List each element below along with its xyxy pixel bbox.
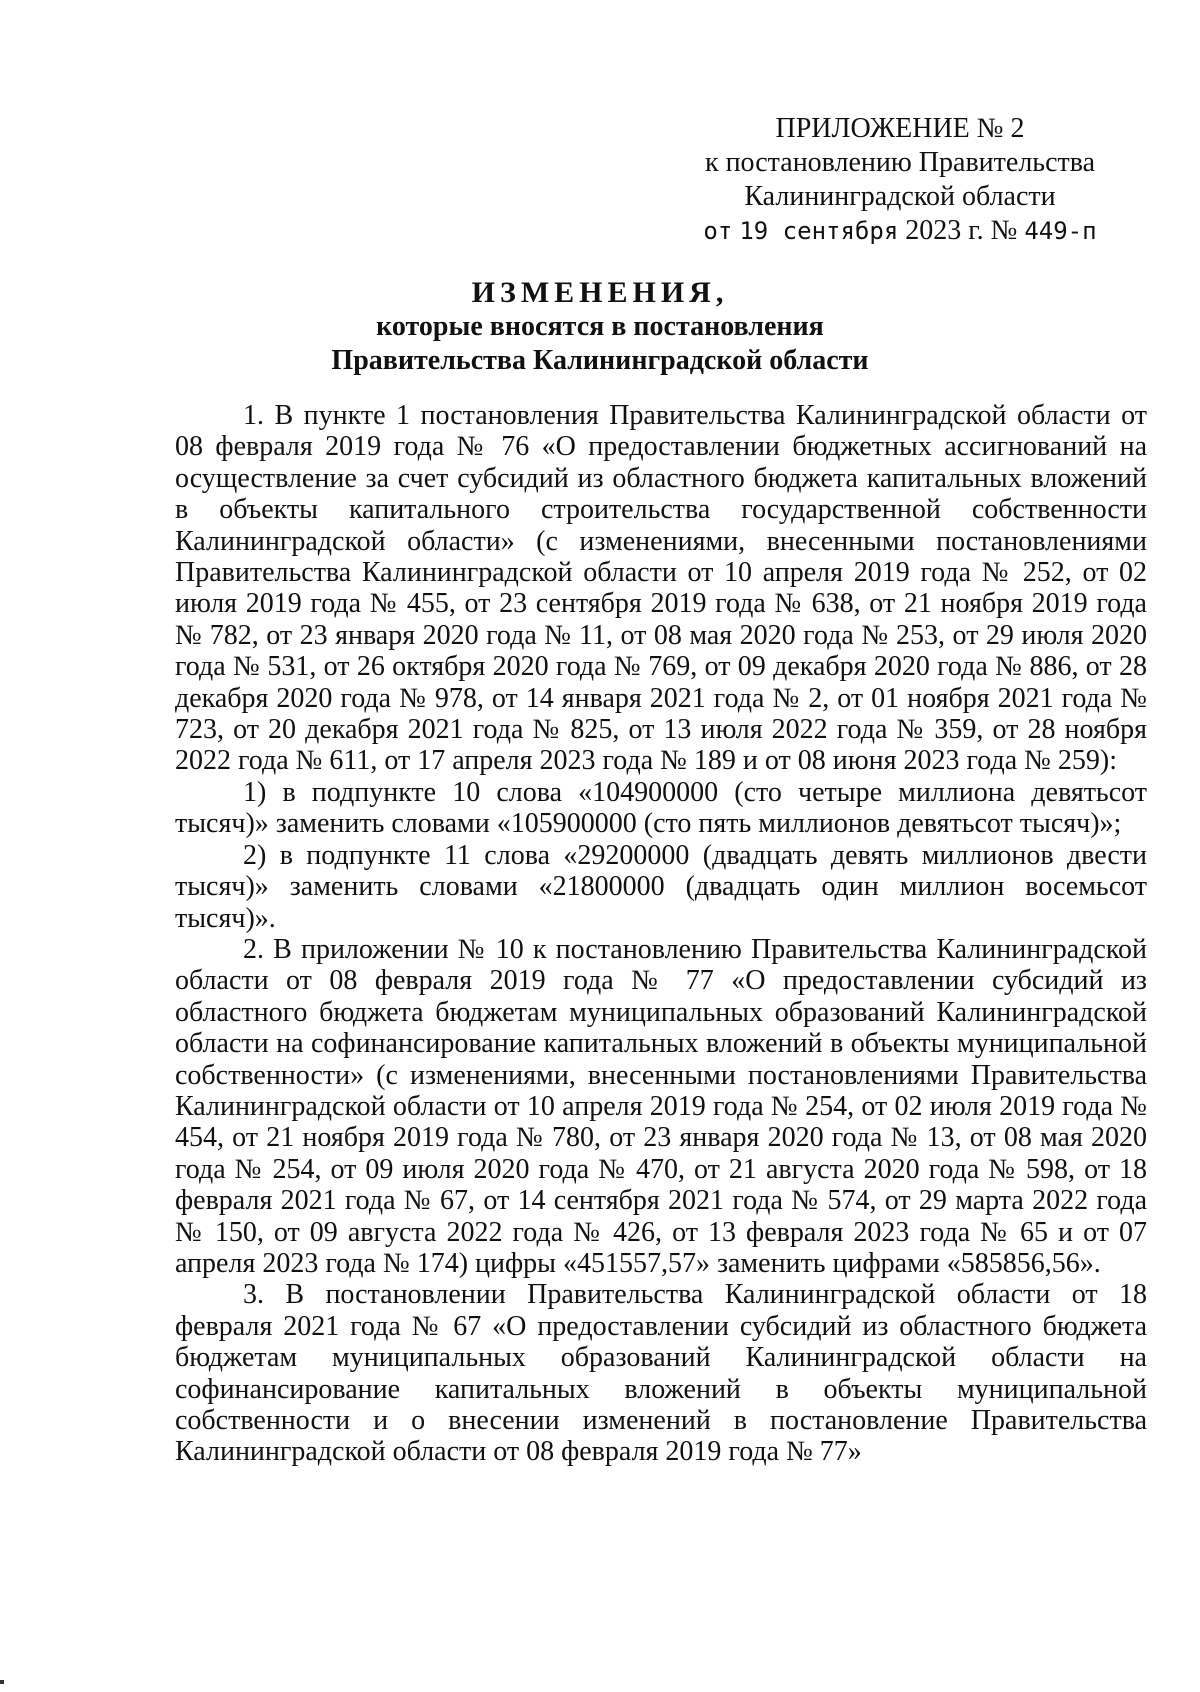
appendix-region: Калининградской области bbox=[744, 181, 1056, 212]
appendix-date-year: 2023 г. № bbox=[905, 215, 1018, 246]
appendix-date-prefix: от bbox=[703, 217, 733, 245]
document-subtitle-line2: Правительства Калининградской области bbox=[331, 345, 869, 376]
document-body bbox=[175, 400, 1147, 1468]
appendix-reference: к постановлению Правительства bbox=[704, 147, 1096, 178]
appendix-date-line bbox=[660, 214, 1140, 248]
appendix-number: ПРИЛОЖЕНИЕ № 2 bbox=[775, 113, 1025, 144]
appendix-date-value: 19 сентября bbox=[739, 217, 899, 245]
paragraph-1-sub-2: 2) в подпункте 11 слова «29200000 (двадцать девять миллионов двести тысяч)» заменить словами «21800000 (двадцать один миллион восемьсот тысяч)». bbox=[175, 839, 1147, 934]
document-heading bbox=[0, 276, 1200, 378]
document-title: ИЗМЕНЕНИЯ, bbox=[471, 276, 729, 309]
appendix-block bbox=[660, 112, 1140, 248]
scan-corner-mark bbox=[0, 1680, 4, 1684]
paragraph-1: 1. В пункте 1 постановления Правительства Калининградской области от 08 февраля 2019 года № 76 «О предоставлении бюджетных ассигнований на осуществление за счет субсидий из областного бюджета капитальных вложений в объекты капитального строительства государственной собственности Калининградской области» (с изменениями, внесенными постановлениями Правительства Калининградской области от 10 апреля 2019 года № 252, от 02 июля 2019 года № 455, от 23 сентября 2019 года № 638, от 21 ноября 2019 года № 782, от 23 января 2020 года № 11, от 08 мая 2020 года № 253, от 29 июля 2020 года № 531, от 26 октября 2020 года № 769, от 09 декабря 2020 года № 886, от 28 декабря 2020 года № 978, от 14 января 2021 года № 2, от 01 ноября 2021 года № 723, от 20 декабря 2021 года № 825, от 13 июля 2022 года № 359, от 28 ноября 2022 года № 611, от 17 апреля 2023 года № 189 и от 08 июня 2023 года № 259): bbox=[175, 400, 1147, 777]
paragraph-2: 2. В приложении № 10 к постановлению Правительства Калининградской области от 08 февраля 2019 года № 77 «О предоставлении субсидий из областного бюджета бюджетам муниципальных образований Калининградской области на софинансирование капитальных вложений в объекты муниципальной собственности» (с изменениями, внесенными постановлениями Правительства Калининградской области от 10 апреля 2019 года № 254, от 02 июля 2019 года № 454, от 21 ноября 2019 года № 780, от 23 января 2020 года № 13, от 08 мая 2020 года № 254, от 09 июля 2020 года № 470, от 21 августа 2020 года № 598, от 18 февраля 2021 года № 67, от 14 сентября 2021 года № 574, от 29 марта 2022 года № 150, от 09 августа 2022 года № 426, от 13 февраля 2023 года № 65 и от 07 апреля 2023 года № 174) цифры «451557,57» заменить цифрами «585856,56». bbox=[175, 933, 1147, 1279]
appendix-doc-number: 449-п bbox=[1024, 217, 1097, 245]
document-subtitle-line1: которые вносятся в постановления bbox=[376, 311, 824, 342]
paragraph-3: 3. В постановлении Правительства Калининградской области от 18 февраля 2021 года № 67 «О предоставлении субсидий из областного бюджета бюджетам муниципальных образований Калининградской области на софинансирование капитальных вложений в объекты муниципальной собственности и о внесении изменений в постановление Правительства Калининградской области от 08 февраля 2019 года № 77» bbox=[175, 1279, 1147, 1468]
paragraph-1-sub-1: 1) в подпункте 10 слова «104900000 (сто четыре миллиона девятьсот тысяч)» заменить словами «105900000 (сто пять миллионов девятьсот тысяч)»; bbox=[175, 776, 1147, 840]
